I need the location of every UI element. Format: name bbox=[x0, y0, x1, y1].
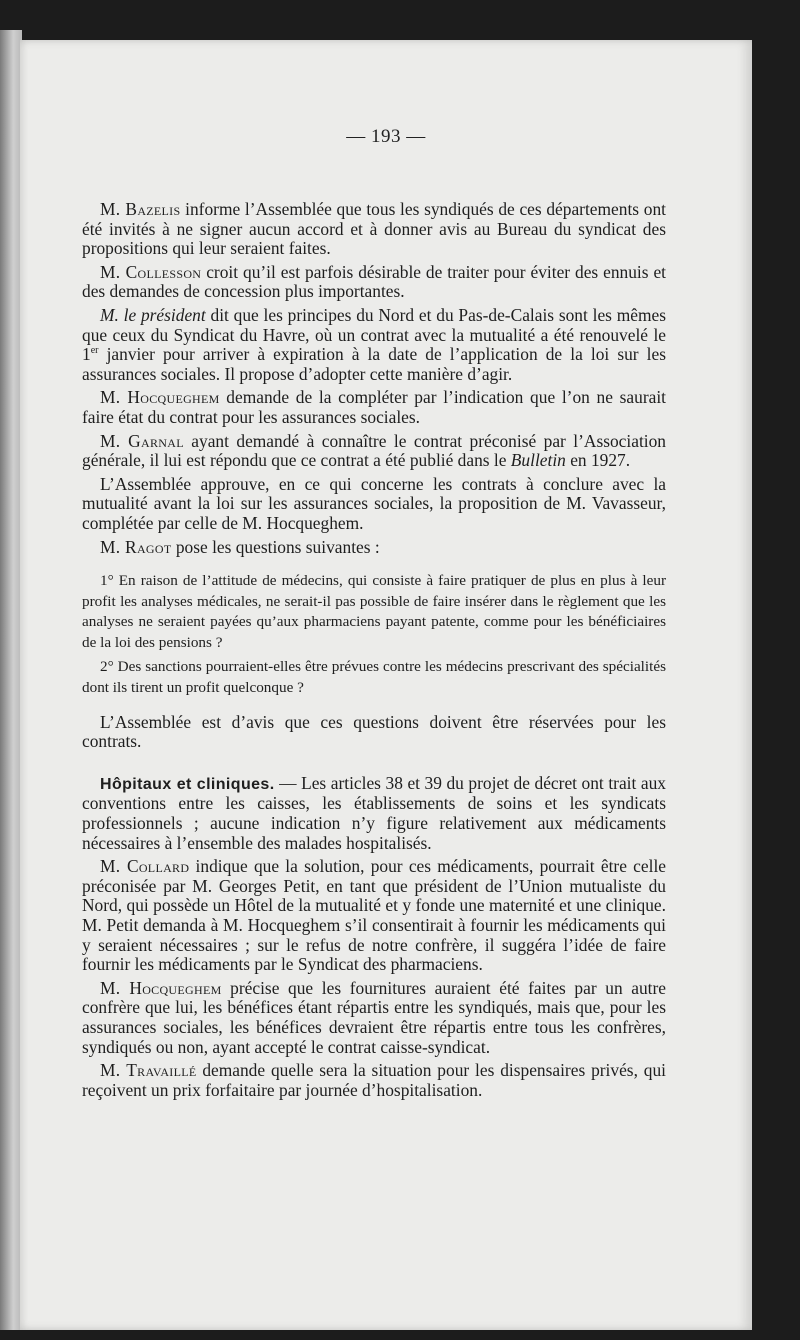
speaker-name: M. Hocqueghem bbox=[100, 977, 222, 998]
speaker-name: M. Garnal bbox=[100, 430, 184, 451]
paragraph-text: ayant demandé à connaître le contrat préconisé par l’Association générale, il lui est répondu que ce contrat a été publié dans le bbox=[82, 430, 666, 471]
bulletin-title: Bulletin bbox=[510, 450, 566, 471]
paragraph-collesson bbox=[82, 263, 666, 302]
paragraph-text: pose les questions suivantes : bbox=[171, 536, 380, 557]
speaker-name: M. Bazelis bbox=[100, 199, 181, 219]
book-page bbox=[20, 40, 752, 1330]
paragraph-text: — Les articles 38 et 39 du projet de décret ont trait aux conventions entre les caisses, les établissements de soins et les syndicats professionnels ; aucune indication n’y figure relativement aux médicaments nécessaires à l’ensemble des malades hospitalisés. bbox=[82, 772, 666, 853]
paragraph-text: précise que les fournitures auraient été faites par un autre confrère que lui, les bénéfices étant répartis entre les syndiqués, mais que, pour les assurances sociales, les bénéfices devraient être répartis entre tous les confrères, syndiqués ou non, ayant accepté le contrat caisse-syndicat. bbox=[82, 977, 667, 1057]
paragraph-hopitaux bbox=[82, 774, 666, 853]
page-text bbox=[82, 200, 666, 1104]
question-text: 2° Des sanctions pourraient-elles être prévues contre les médecins prescrivant des spécialités dont ils tirent un profit quelconque ? bbox=[82, 658, 666, 697]
paragraph-text: demande de la compléter par l’indication que l’on ne saurait faire état du contrat pour les assurances sociales. bbox=[82, 387, 666, 427]
left-page-edge bbox=[0, 30, 22, 1330]
paragraph-text: informe l’Assemblée que tous les syndiqués de ces départements ont été invités à ne signer aucun accord et à donner avis au Bureau du syndicat des propositions qui leur seraient faites. bbox=[82, 199, 666, 259]
paragraph-hocqueghem-1 bbox=[82, 388, 666, 427]
question-1 bbox=[82, 571, 666, 653]
paragraph-text: L’Assemblée est d’avis que ces questions doivent être réservées pour les contrats. bbox=[82, 711, 666, 752]
paragraph-assemblee-avis bbox=[82, 713, 666, 752]
section-heading: Hôpitaux et cliniques. bbox=[100, 775, 275, 793]
paragraph-text: L’Assemblée approuve, en ce qui concerne les contrats à conclure avec la mutualité avant la loi sur les assurances sociales, la proposition de M. Vavasseur, complétée par celle de M. Hocqueghem. bbox=[82, 473, 666, 533]
speaker-name: M. le président bbox=[100, 304, 206, 325]
question-text: 1° En raison de l’attitude de médecins, qui consiste à faire pratiquer de plus en plus à leur profit les analyses médicales, ne serait-il pas possible de faire insérer dans le règlement que les analyses ne seraient payées qu’aux pharmaciens payant patente, comme pour les bénéficiaires de la loi des pensions ? bbox=[82, 572, 666, 651]
paragraph-bazelis bbox=[82, 200, 666, 259]
speaker-name: M. Travaillé bbox=[100, 1060, 197, 1081]
speaker-name: M. Ragot bbox=[100, 536, 172, 557]
paragraph-garnal bbox=[82, 432, 666, 471]
paragraph-hocqueghem-2 bbox=[82, 979, 666, 1057]
superscript: er bbox=[90, 345, 99, 357]
paragraph-president bbox=[82, 306, 666, 384]
paragraph-collard bbox=[82, 857, 666, 975]
speaker-name: M. Hocqueghem bbox=[100, 387, 220, 408]
speaker-name: M. Collard bbox=[100, 856, 190, 877]
speaker-name: M. Collesson bbox=[100, 261, 202, 282]
paragraph-text: croit qu’il est parfois désirable de traiter pour éviter des ennuis et des demandes de concession plus importantes. bbox=[82, 261, 666, 302]
paragraph-travaille bbox=[82, 1061, 666, 1100]
question-2 bbox=[82, 657, 666, 698]
paragraph-text-continued: en 1927. bbox=[565, 450, 631, 471]
paragraph-assemblee-approuve bbox=[82, 475, 666, 534]
paragraph-text: indique que la solution, pour ces médicaments, pourrait être celle préconisée par M. Georges Petit, en tant que président de l’Union mutualiste du Nord, qui possède un Hôtel de la mutualité et y fonde une maternité et une clinique. M. Petit demanda à M. Hocqueghem s’il consentirait à fournir les médicaments qui y seraient nécessaires ; sur le refus de notre confrère, il suggéra l’idée de faire fournir les médicaments par le Syndicat des pharmaciens. bbox=[82, 856, 666, 975]
page-number: — 193 — bbox=[346, 126, 426, 147]
paragraph-text: dit que les principes du Nord et du Pas-de-Calais sont les mêmes que ceux du Syndicat du Havre, où un contrat avec la mutualité a été renouvelé le 1 bbox=[82, 304, 667, 365]
paragraph-ragot bbox=[82, 538, 666, 558]
paragraph-text: demande quelle sera la situation pour les dispensaires privés, qui reçoivent un prix forfaitaire par journée d’hospitalisation. bbox=[82, 1060, 666, 1100]
paragraph-text-continued: janvier pour arriver à expiration à la date de l’application de la loi sur les assurances sociales. Il propose d’adopter cette manière d’agir. bbox=[82, 344, 666, 384]
